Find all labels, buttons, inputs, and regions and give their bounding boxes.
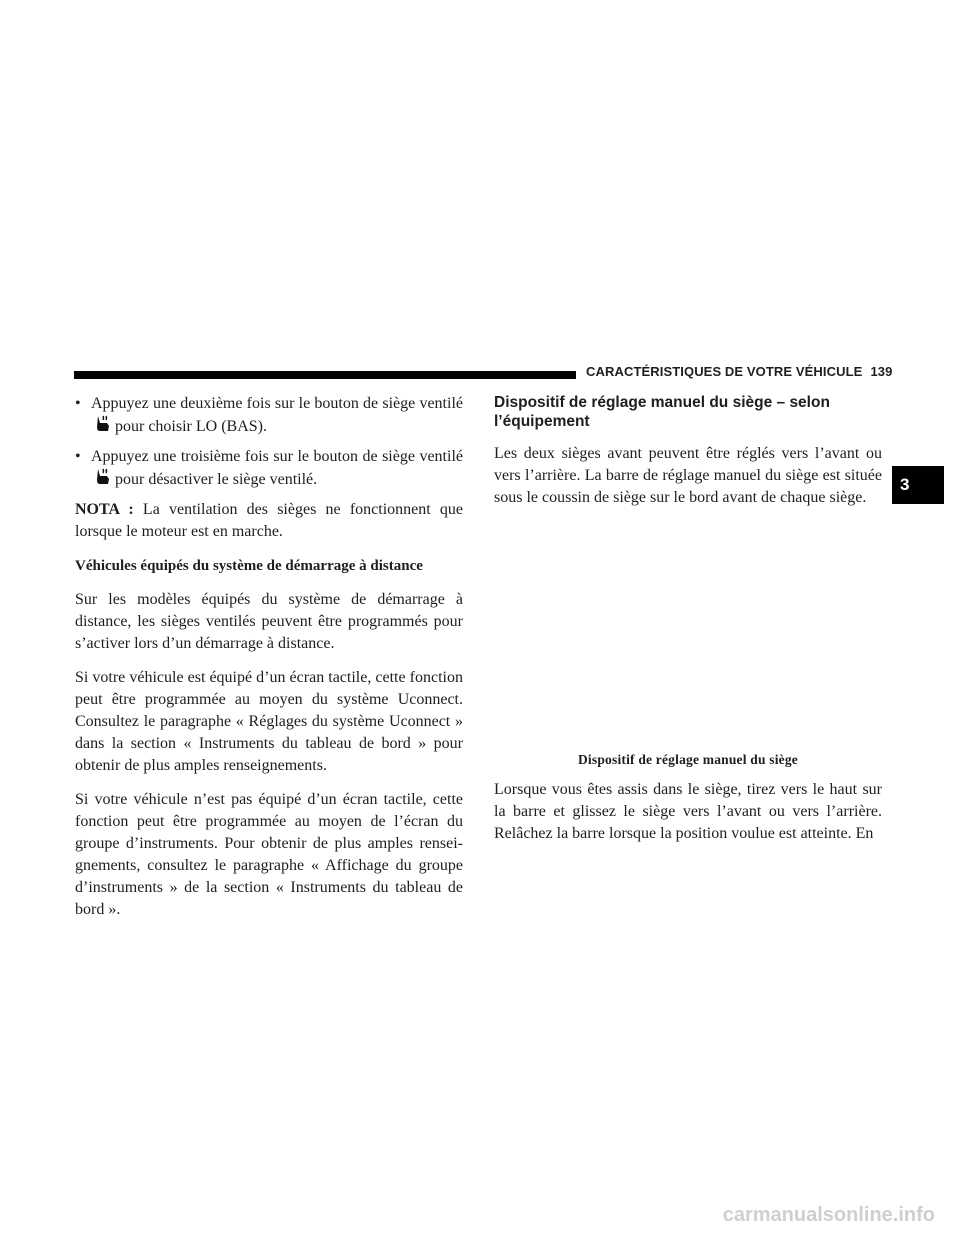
list-item xyxy=(75,446,463,491)
paragraph: Sur les modèles équipés du système de démarrage à distance, les sièges ventilés peuvent être programmés pour s’activer lors d’un démarrage à distance. xyxy=(75,591,463,652)
bullet-glyph: • xyxy=(75,395,81,412)
bullet-text: Appuyez une deuxième fois sur le bouton de siège ventilé xyxy=(91,395,463,412)
watermark: carmanualsonline.info xyxy=(722,1204,935,1226)
running-header xyxy=(586,364,896,379)
right-column xyxy=(494,393,882,857)
note-label: NOTA : xyxy=(75,501,134,518)
section-title: CARACTÉRISTIQUES DE VOTRE VÉHICULE xyxy=(586,364,863,379)
header-rule xyxy=(74,371,576,379)
section-heading: Dispositif de réglage manuel du siège – selon l’équipement xyxy=(494,394,830,430)
paragraph: Si votre véhicule est équipé d’un écran tactile, cette fonction peut être programmée au moyen du système Uconnect. Consultez le paragraphe « Réglages du système Uconnect » dans la section « Instruments du tableau de bord » pour obtenir de plus amples renseignements. xyxy=(75,669,463,774)
paragraph: Si votre véhicule n’est pas équipé d’un écran tactile, cette fonction peut être programmée au moyen de l’écran du groupe d’instruments. Pour obtenir de plus amples renseignements, consultez le paragraphe « Affichage du groupe d’instruments » de la section « Instruments du tableau de bord ». xyxy=(75,791,463,918)
figure-caption: Dispositif de réglage manuel du siège xyxy=(577,752,799,767)
ventilated-seat-icon xyxy=(95,468,111,486)
figure-placeholder xyxy=(494,521,882,749)
paragraph: Les deux sièges avant peuvent être réglés vers l’avant ou vers l’arrière. La barre de réglage manuel du siège est située sous le coussin de siège sur le bord avant de chaque siège. xyxy=(494,445,882,506)
paragraph: Lorsque vous êtes assis dans le siège, tirez vers le haut sur la barre et glissez le siège vers l’avant ou vers l’arrière. Relâchez la barre lorsque la position voulue est atteinte. En xyxy=(494,781,882,842)
bullet-text-end: pour choisir LO (BAS). xyxy=(115,418,267,435)
list-item xyxy=(75,393,463,438)
ventilated-seat-icon xyxy=(95,415,111,433)
subheading: Véhicules équipés du système de démarrage à distance xyxy=(75,558,423,574)
bullet-glyph: • xyxy=(75,448,81,465)
bullet-text: Appuyez une troisième fois sur le bouton de siège ventilé xyxy=(91,448,463,465)
bullet-text-end: pour désactiver le siège ventilé. xyxy=(115,471,318,488)
page-number: 139 xyxy=(870,364,893,379)
note-text: La ventilation des sièges ne fonctionnent que lorsque le moteur est en marche. xyxy=(75,501,464,540)
note-paragraph xyxy=(75,499,463,543)
chapter-tab: 3 xyxy=(892,466,944,504)
left-column xyxy=(75,393,463,933)
